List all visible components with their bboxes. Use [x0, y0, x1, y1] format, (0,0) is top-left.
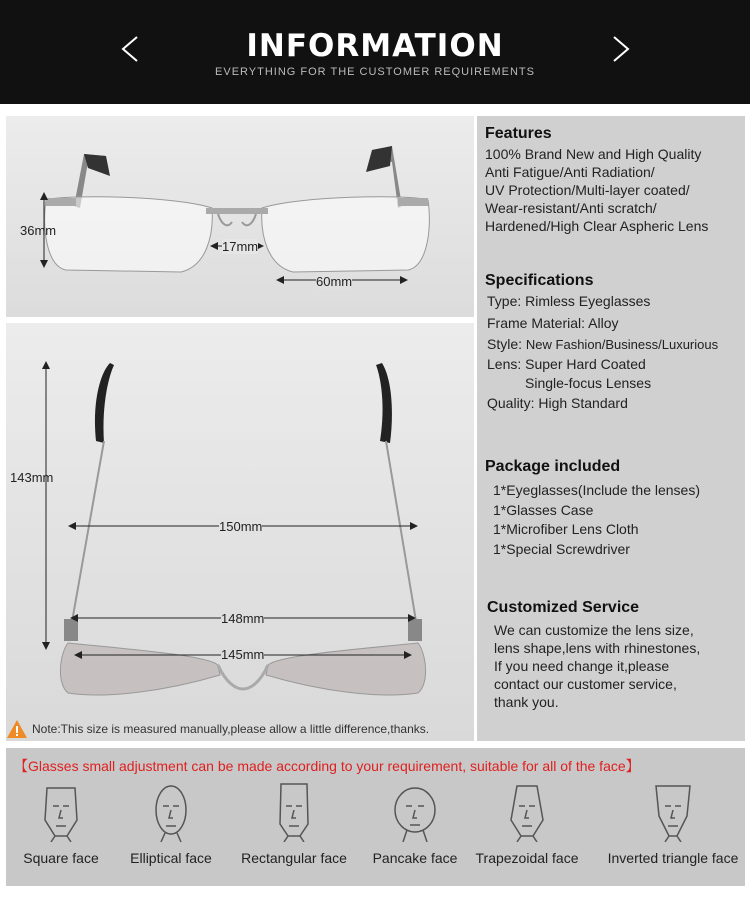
- glasses-front-image: [6, 116, 474, 317]
- face-label: Elliptical face: [130, 850, 212, 866]
- face-rectangular: [235, 780, 353, 866]
- customized-line: We can customize the lens size,: [494, 622, 694, 638]
- spec-type: Type: Rimless Eyeglasses: [487, 293, 651, 309]
- glasses-front-illustration: [6, 116, 474, 317]
- spec-lens: Lens: Super Hard Coated: [487, 356, 646, 372]
- dimension-150-label: 150mm: [219, 519, 263, 534]
- page-title: INFORMATION: [246, 28, 504, 64]
- face-label: Rectangular face: [241, 850, 347, 866]
- package-item: 1*Special Screwdriver: [493, 541, 630, 557]
- lens-width-dimension-label: 60mm: [316, 274, 353, 289]
- face-shapes-section: [6, 748, 745, 886]
- bridge-dimension-label: 17mm: [222, 239, 259, 254]
- specifications-title: Specifications: [485, 272, 594, 289]
- face-pancake: [356, 780, 474, 866]
- spec-lens-line2: Single-focus Lenses: [525, 375, 652, 391]
- face-label: Inverted triangle face: [607, 850, 739, 866]
- measurement-note: [6, 718, 429, 740]
- package-item: 1*Microfiber Lens Cloth: [493, 521, 639, 537]
- dimension-145-label: 145mm: [221, 647, 265, 662]
- features-line: Wear-resistant/Anti scratch/: [485, 200, 657, 216]
- package-title: Package included: [485, 458, 621, 475]
- features-line: UV Protection/Multi-layer coated/: [485, 182, 690, 198]
- package-item: 1*Eyeglasses(Include the lenses): [493, 482, 701, 498]
- face-inverted-triangle: [606, 780, 740, 866]
- warning-icon: [6, 719, 28, 739]
- height-dimension-label: 36mm: [20, 223, 57, 238]
- elliptical-face-icon: [149, 780, 193, 842]
- pancake-face-icon: [391, 780, 439, 842]
- features-line: 100% Brand New and High Quality: [485, 146, 702, 162]
- spec-quality: Quality: High Standard: [487, 395, 628, 411]
- face-label: Square face: [23, 850, 99, 866]
- spec-style: Style: New Fashion/Business/Luxurious: [487, 336, 719, 352]
- info-panel: [477, 116, 745, 741]
- features-line: Anti Fatigue/Anti Radiation/: [485, 164, 655, 180]
- face-elliptical: [112, 780, 230, 866]
- face-trapezoidal: [468, 780, 586, 866]
- spec-frame-material: Frame Material: Alloy: [487, 315, 619, 331]
- chevron-right-icon[interactable]: [606, 34, 636, 64]
- package-item: 1*Glasses Case: [493, 502, 594, 518]
- dimension-148-label: 148mm: [221, 611, 265, 626]
- customized-title: Customized Service: [487, 599, 640, 616]
- features-line: Hardened/High Clear Aspheric Lens: [485, 218, 709, 234]
- adjustment-banner: 【Glasses small adjustment can be made according to your requirement, suitable for all of the face】: [14, 758, 640, 774]
- note-text: Note:This size is measured manually,please allow a little difference,thanks.: [32, 722, 430, 736]
- rectangular-face-icon: [272, 780, 316, 842]
- page-subtitle: EVERYTHING FOR THE CUSTOMER REQUIREMENTS: [215, 66, 535, 78]
- trapezoidal-face-icon: [505, 780, 549, 842]
- customized-line: lens shape,lens with rhinestones,: [494, 640, 701, 656]
- square-face-icon: [39, 780, 83, 842]
- customized-line: If you need change it,please: [494, 658, 670, 674]
- face-square: [2, 780, 120, 866]
- header: [0, 0, 750, 104]
- features-title: Features: [485, 125, 552, 142]
- inverted-triangle-face-icon: [651, 780, 695, 842]
- glasses-top-image: [6, 323, 474, 741]
- customized-line: contact our customer service,: [494, 676, 677, 692]
- face-label: Trapezoidal face: [475, 850, 579, 866]
- face-label: Pancake face: [372, 850, 458, 866]
- temple-length-dimension-label: 143mm: [10, 470, 54, 485]
- customized-line: thank you.: [494, 694, 559, 710]
